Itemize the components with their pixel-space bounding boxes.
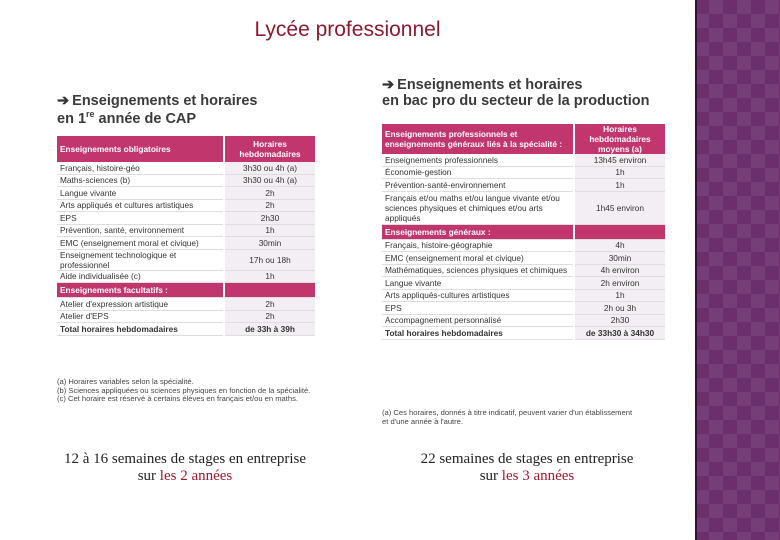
decorative-sidebar — [695, 0, 780, 540]
cap-table — [57, 136, 315, 336]
cap-heading-line1: Enseignements et horaires — [72, 93, 258, 109]
cap-heading-sup: re — [86, 108, 95, 119]
bac-note: (a) Ces horaires, donnés à titre indicatif, peuvent varier d'un établissement — [382, 408, 633, 417]
sidebar-border — [695, 0, 697, 540]
bac-total-value: de 33h30 à 34h30 — [574, 327, 665, 340]
cap-oblig-value: 3h30 ou 4h (a) — [224, 174, 315, 187]
bac-gen-value: 30min — [574, 252, 665, 265]
cap-facult-label: Atelier d'expression artistique — [57, 298, 224, 311]
bac-pro-row — [382, 179, 665, 192]
cap-oblig-label: EMC (enseignement moral et civique) — [57, 237, 224, 250]
cap-caption-highlight: les 2 années — [159, 468, 233, 484]
bac-gen-row — [382, 252, 665, 265]
bac-gen-row — [382, 314, 665, 327]
cap-note: (a) Horaires variables selon la spécialité. — [57, 377, 194, 386]
cap-section-facultatifs-label: Enseignements facultatifs : — [57, 283, 224, 298]
bac-pro-value: 1h — [574, 166, 665, 179]
bac-gen-label: Accompagnement personnalisé — [382, 314, 574, 327]
bac-table-header — [382, 124, 665, 154]
bac-col1-header: Enseignements professionnels et enseignements généraux liés à la spécialité : — [382, 124, 574, 154]
bac-pro-value: 13h45 environ — [574, 154, 665, 166]
cap-facult-label: Atelier d'EPS — [57, 310, 224, 323]
cap-caption — [20, 451, 350, 485]
bac-gen-label: EPS — [382, 302, 574, 315]
bac-section-generaux-label: Enseignements généraux : — [382, 224, 574, 239]
cap-heading-line2-pre: en 1 — [57, 110, 87, 127]
bac-pro-label: Enseignements professionnels — [382, 154, 574, 166]
bac-pro-value: 1h — [574, 179, 665, 192]
cap-oblig-label: Prévention, santé, environnement — [57, 224, 224, 237]
bac-heading-line2: en bac pro du secteur de la production — [382, 92, 650, 109]
bac-col2-header: Horaires hebdomadaires moyens (a) — [574, 124, 665, 154]
bac-gen-value: 4h — [574, 239, 665, 252]
bac-gen-row — [382, 289, 665, 302]
cap-oblig-value: 30min — [224, 237, 315, 250]
bac-table — [382, 124, 665, 340]
cap-oblig-label: Français, histoire-géo — [57, 162, 224, 174]
bac-heading — [382, 78, 682, 109]
bac-gen-value: 2h30 — [574, 314, 665, 327]
cap-oblig-row — [57, 187, 315, 200]
cap-facult-row — [57, 310, 315, 323]
bac-gen-label: Français, histoire-géographie — [382, 239, 574, 252]
bac-caption-line1: 22 semaines de stages en entreprise — [420, 451, 634, 467]
cap-facult-value: 2h — [224, 310, 315, 323]
cap-oblig-row — [57, 249, 315, 270]
bac-pro-label: Prévention-santé-environnement — [382, 179, 574, 192]
cap-oblig-row — [57, 199, 315, 212]
bac-caption — [362, 451, 692, 485]
bac-pro-label: Français et/ou maths et/ou langue vivante et/ou sciences physiques et chimiques et/ou arts appliqués — [382, 191, 574, 224]
arrow-right-icon: ➔ — [382, 77, 395, 93]
cap-note: (b) Sciences appliquées ou sciences physiques en fonction de la spécialité. — [57, 385, 311, 395]
bac-pro-row — [382, 191, 665, 224]
cap-oblig-row — [57, 174, 315, 187]
cap-heading-line2-post: année de CAP — [94, 110, 197, 127]
cap-oblig-label: EPS — [57, 212, 224, 225]
bac-gen-row — [382, 277, 665, 290]
bac-pro-label: Économie-gestion — [382, 166, 574, 179]
cap-oblig-value: 3h30 ou 4h (a) — [224, 162, 315, 174]
cap-oblig-value: 2h — [224, 199, 315, 212]
cap-oblig-row — [57, 270, 315, 283]
cap-total-label: Total horaires hebdomadaires — [57, 323, 224, 336]
bac-gen-row — [382, 302, 665, 315]
cap-oblig-row — [57, 237, 315, 250]
cap-oblig-label: Langue vivante — [57, 187, 224, 200]
bac-notes — [382, 409, 672, 426]
cap-notes — [57, 378, 317, 404]
cap-facult-row — [57, 298, 315, 311]
cap-caption-line1: 12 à 16 semaines de stages en entreprise — [64, 451, 306, 467]
cap-oblig-row — [57, 162, 315, 174]
cap-total-row — [57, 323, 315, 336]
cap-col1-header: Enseignements obligatoires — [57, 136, 224, 162]
bac-gen-row — [382, 239, 665, 252]
bac-pro-value: 1h45 environ — [574, 191, 665, 224]
cap-oblig-label: Arts appliqués et cultures artistiques — [57, 199, 224, 212]
bac-heading-line1: Enseignements et horaires — [397, 77, 583, 93]
cap-table-header — [57, 136, 315, 162]
cap-oblig-row — [57, 212, 315, 225]
cap-oblig-label: Maths-sciences (b) — [57, 174, 224, 187]
cap-facult-value: 2h — [224, 298, 315, 311]
bac-gen-label: EMC (enseignement moral et civique) — [382, 252, 574, 265]
bac-gen-label: Mathématiques, sciences physiques et chimiques — [382, 264, 574, 277]
arrow-right-icon: ➔ — [57, 93, 70, 109]
bac-gen-row — [382, 264, 665, 277]
bac-gen-label: Arts appliqués-cultures artistiques — [382, 289, 574, 302]
bac-section-generaux — [382, 224, 665, 239]
cap-total-value: de 33h à 39h — [224, 323, 315, 336]
bac-pro-row — [382, 154, 665, 166]
cap-oblig-value: 2h — [224, 187, 315, 200]
bac-gen-value: 2h environ — [574, 277, 665, 290]
cap-oblig-label: Aide individualisée (c) — [57, 270, 224, 283]
bac-gen-value: 4h environ — [574, 264, 665, 277]
page-title: Lycée professionnel — [254, 18, 441, 41]
cap-oblig-value: 1h — [224, 224, 315, 237]
cap-section-facultatifs — [57, 283, 315, 298]
bac-pro-row — [382, 166, 665, 179]
cap-heading — [57, 94, 317, 127]
cap-oblig-row — [57, 224, 315, 237]
bac-gen-value: 1h — [574, 289, 665, 302]
cap-col2-header: Horaires hebdomadaires — [224, 136, 315, 162]
bac-total-label: Total horaires hebdomadaires — [382, 327, 574, 340]
bac-caption-pre: sur — [479, 468, 502, 484]
cap-oblig-value: 1h — [224, 270, 315, 283]
bac-note: et d'une année à l'autre. — [382, 416, 464, 426]
bac-gen-label: Langue vivante — [382, 277, 574, 290]
bac-section-generaux-value — [574, 224, 665, 239]
cap-oblig-value: 2h30 — [224, 212, 315, 225]
bac-total-row — [382, 327, 665, 340]
cap-caption-pre: sur — [137, 468, 160, 484]
cap-oblig-value: 17h ou 18h — [224, 249, 315, 270]
cap-oblig-label: Enseignement technologique et professionnel — [57, 249, 224, 270]
bac-caption-highlight: les 3 années — [501, 468, 575, 484]
bac-gen-value: 2h ou 3h — [574, 302, 665, 315]
cap-note: (c) Cet horaire est réservé à certains élèves en français et/ou en maths. — [57, 394, 299, 404]
cap-section-facultatifs-value — [224, 283, 315, 298]
